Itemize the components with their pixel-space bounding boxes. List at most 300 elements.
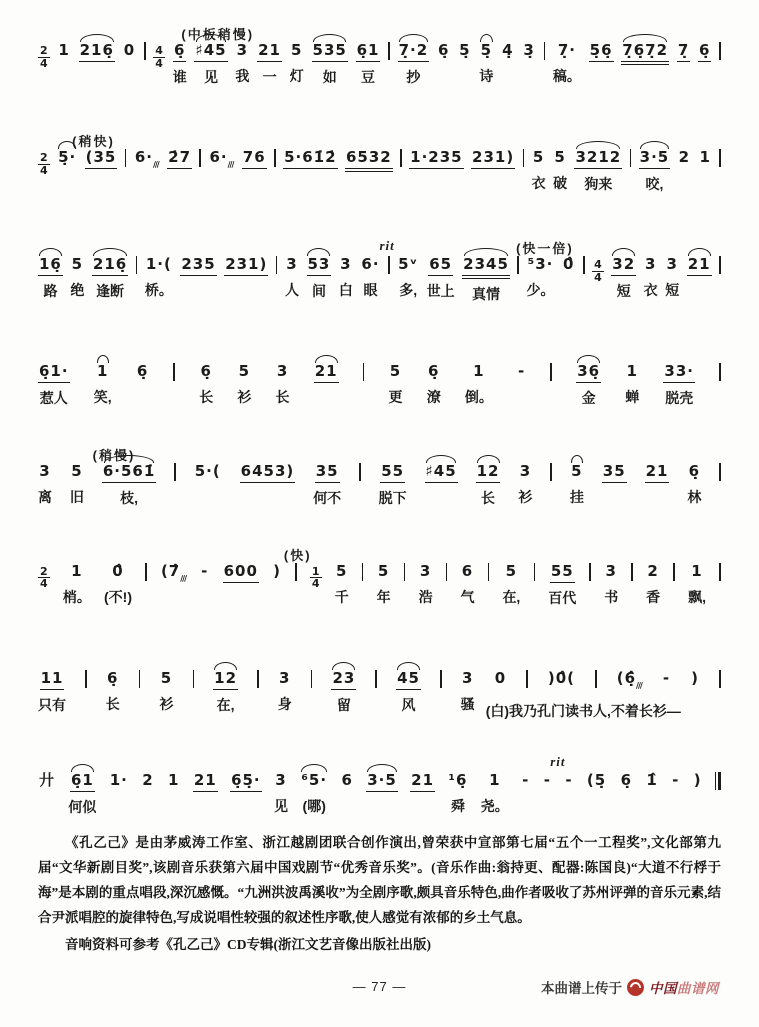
note-cell: [522, 41, 535, 86]
lyric-text: [134, 178, 160, 196]
lyric-text: 间: [311, 282, 326, 299]
note-cell: [70, 255, 84, 300]
note-text: 21: [687, 255, 712, 276]
lyric-text: 脱下: [378, 489, 407, 506]
lyric-text: 气: [460, 588, 475, 605]
note-cell: [665, 255, 679, 300]
music-system: [38, 652, 721, 717]
lyric-text: [602, 490, 627, 508]
note-text: 1: [96, 362, 109, 381]
lyric-text: [224, 283, 268, 301]
note-text: 6̣1: [356, 41, 381, 62]
lyric-text: 惹人: [39, 390, 68, 407]
note-text: 21: [314, 362, 339, 383]
tremolo-mark: ∕∕∕: [227, 160, 234, 170]
note-text: ): [273, 561, 281, 580]
note-text: 6̣: [688, 462, 701, 481]
note-text: -: [565, 770, 573, 789]
note-cell: [592, 255, 604, 308]
lyric-text: [38, 76, 50, 94]
note-text: ($6̣̂_{∕∕∕}$: [616, 668, 642, 690]
tempo-mark: (快一倍): [516, 241, 574, 257]
note-text: (35: [85, 148, 118, 169]
note-text: 1·: [109, 770, 128, 789]
barline: [550, 363, 552, 381]
lyric-text: [621, 72, 669, 90]
barline: [274, 149, 276, 167]
tempo-mark: (稍快): [72, 134, 115, 150]
note-cell: [677, 41, 690, 87]
note-cell: [427, 362, 441, 407]
note-text: 55: [380, 462, 405, 483]
lyric-text: [340, 798, 353, 816]
note-cell: [688, 562, 706, 607]
barline: [583, 256, 585, 274]
notation-row: [38, 41, 721, 94]
note-cell: [194, 462, 222, 507]
note-cell: [693, 771, 703, 816]
note-text: ): [693, 770, 702, 789]
barline: [144, 42, 146, 60]
note-text: 65: [428, 255, 453, 276]
note-text: 6̣: [427, 362, 440, 381]
note-cell: [586, 771, 607, 816]
note-cell: [257, 41, 282, 87]
lyric-text: 稿。: [552, 67, 581, 84]
note-text: 5: [160, 668, 173, 687]
note-text: ): [691, 668, 700, 687]
note-text: 6: [461, 561, 474, 580]
note-text: 2: [678, 148, 691, 167]
lyric-text: [564, 798, 573, 816]
commentary-paragraph: 《孔乙己》是由茅威涛工作室、浙江越剧团联合创作演出,曾荣获中宣部第七届“五个一工程奖”,文化部第九届“文华新剧目奖”,该剧音乐获第六届中国戏剧节“优秀音乐奖”。(音乐作曲:翁持更、配器:陈国良)“大道不行桴于海”是本剧的重点唱段,深沉感慨。“九洲洪波禹溪收”为全剧序歌,颇具音乐特色,曲作者吸收了苏州评弹的音乐元素,结合尹派唱腔的旋律特色,写成说唱性较强的叙述性序歌,使人感觉有浓郁的乡土气息。: [38, 834, 721, 925]
note-cell: [173, 41, 187, 87]
note-cell: [611, 255, 636, 301]
lyric-text: [698, 69, 711, 87]
lyric-text: [425, 490, 458, 508]
barline: [388, 256, 390, 274]
lyric-text: [693, 798, 703, 816]
lyric-text: 狗来: [584, 175, 613, 192]
lyric-text: 身: [277, 695, 292, 712]
lyric-text: 人: [284, 281, 299, 298]
note-cell: [57, 148, 77, 193]
lyric-text: 更: [388, 389, 403, 406]
lyric-text: 长: [105, 695, 120, 712]
lyric-text: 桥。: [144, 281, 173, 298]
lyric-text: 离: [38, 488, 52, 505]
time-signature: $\frac{1}{4}$: [311, 564, 320, 591]
note-cell: [389, 362, 403, 407]
notation-row: [38, 669, 721, 717]
lyric-text: 年: [376, 588, 391, 605]
note-cell: [645, 771, 658, 816]
note-text: 3·5: [639, 148, 671, 169]
note-cell: [671, 771, 680, 816]
note-cell: [68, 771, 96, 817]
note-text: 3: [644, 255, 657, 274]
note-cell: [447, 771, 468, 816]
note-cell: [159, 669, 173, 714]
note-cell: [145, 255, 173, 300]
lyric-text: 何不: [313, 489, 342, 506]
site-brand-dark: 中国: [649, 981, 677, 997]
barline: [526, 670, 528, 688]
lyric-text: 多,: [399, 281, 418, 298]
lyric-text: 谁: [172, 68, 187, 85]
note-cell: [570, 462, 584, 507]
barline: [440, 670, 442, 688]
note-text: ($7̂_{∕∕∕}$: [160, 561, 186, 583]
lyric-text: [562, 282, 575, 300]
lyric-text: 在,: [216, 696, 235, 713]
note-text: 6532: [345, 148, 393, 172]
tremolo-mark: ∕∕∕: [636, 680, 642, 690]
note-text: 2: [647, 561, 659, 580]
note-cell: [377, 562, 391, 607]
music-system: [38, 754, 721, 817]
note-text: 53: [307, 255, 332, 276]
note-text: 7̣·: [557, 41, 576, 59]
note-text: )0̂(: [547, 668, 576, 687]
note-text: 5: [571, 462, 583, 481]
note-text: 3212: [574, 148, 622, 169]
note-text: 6̣: [620, 770, 633, 789]
note-cell: [437, 41, 450, 86]
lyric-text: 风: [401, 696, 416, 713]
lyric-text: 咬,: [645, 175, 664, 192]
lyric-text: [193, 799, 218, 817]
note-cell: [409, 148, 463, 194]
lyric-text: 衣: [531, 174, 546, 191]
note-text: 21: [257, 41, 282, 62]
note-text: 33·: [663, 362, 695, 383]
lyric-text: (白)我乃孔门读书人,不着长衫—: [485, 702, 681, 719]
barline: [589, 563, 591, 581]
note-text: 7̣·2: [398, 41, 430, 62]
tempo-mark: rit: [550, 753, 566, 769]
tremolo-mark: ∕∕∕: [152, 160, 159, 170]
lyric-text: [79, 69, 115, 87]
music-system: [38, 238, 721, 308]
barline: [534, 563, 536, 581]
note-cell: [576, 362, 601, 408]
lyric-text: [543, 798, 552, 816]
lyric-text: 书: [604, 588, 619, 605]
lyric-text: 衫: [159, 695, 174, 712]
barline: [276, 256, 278, 274]
lyric-text: [223, 590, 259, 608]
barline: [388, 42, 390, 60]
note-text: -: [543, 770, 551, 789]
note-cell: [602, 462, 627, 508]
note-cell: [300, 771, 328, 816]
lyric-text: 笑,: [93, 389, 112, 406]
lyric-text: 林: [687, 488, 702, 505]
lyric-text: 留: [336, 696, 351, 713]
barline: [517, 256, 519, 274]
lyric-text: 灯: [289, 67, 304, 84]
note-cell: [645, 462, 670, 508]
note-cell: [646, 562, 660, 607]
note-cell: [397, 255, 419, 300]
note-cell: [589, 41, 614, 87]
lyric-text: 我: [235, 67, 250, 84]
note-text: 3: [279, 668, 291, 687]
note-cell: [517, 362, 526, 407]
note-text: 5: [505, 561, 518, 580]
barline: [362, 563, 364, 581]
note-text: 0̂: [112, 561, 124, 580]
audio-reference-paragraph: 音响资料可参考《孔乙己》CD专辑(浙江文艺音像出版社出版): [65, 936, 431, 952]
note-cell: [85, 148, 118, 194]
note-text: 5: [389, 362, 402, 381]
lyric-text: 何似: [68, 798, 97, 815]
note-text: 6̣: [200, 362, 212, 381]
lyric-text: [310, 597, 322, 615]
note-text: 6̣: [698, 41, 711, 62]
lyric-text: [180, 283, 216, 301]
note-text: 231): [471, 148, 515, 169]
note-text: 23: [331, 669, 356, 690]
lyric-text: 抄: [406, 68, 421, 85]
time-signature: $\frac{4}{4}$: [155, 44, 163, 70]
note-cell: [167, 771, 180, 816]
note-cell: [153, 41, 165, 94]
lyric-text: 金: [581, 390, 596, 407]
note-cell: [644, 255, 658, 300]
note-text: 4̣: [502, 41, 514, 59]
lyric-text: 只有: [38, 696, 66, 713]
lyric-text: [136, 389, 149, 407]
lyric-text: 破: [553, 174, 568, 191]
time-signature: $\frac{4}{4}$: [594, 258, 602, 284]
note-cell: [237, 362, 251, 407]
note-text: 5: [335, 561, 348, 580]
note-cell: [331, 669, 356, 715]
lyric-text: [57, 68, 70, 86]
note-text: -: [518, 362, 526, 381]
lyric-text: [230, 799, 262, 817]
note-cell: [663, 362, 695, 408]
note-cell: [562, 255, 575, 300]
note-cell: [518, 462, 532, 507]
barline: [595, 670, 597, 688]
note-cell: [224, 255, 268, 301]
note-cell: [532, 148, 546, 193]
note-cell: [102, 462, 156, 508]
note-cell: [208, 148, 234, 196]
lyric-text: 真情: [472, 285, 501, 302]
barline: [719, 149, 721, 167]
lyric-text: 衫: [518, 488, 533, 505]
note-cell: [604, 562, 618, 607]
note-text: 3·5: [366, 771, 398, 792]
note-text: 5̣·: [58, 148, 77, 167]
site-brand-name: [649, 977, 719, 997]
note-cell: [235, 41, 249, 86]
note-text: 45: [396, 669, 421, 690]
lyric-text: [586, 798, 607, 816]
note-cell: [501, 41, 514, 86]
lyric-text: 飘,: [688, 588, 706, 605]
lyric-text: [690, 696, 700, 714]
note-text: 1: [626, 362, 638, 381]
barline: [404, 563, 406, 581]
lyric-text: [645, 798, 658, 816]
note-text: 6̣: [136, 362, 149, 381]
lyric-text: [314, 390, 339, 408]
note-text: 6̣1·: [38, 362, 70, 383]
barline: [719, 256, 721, 274]
barline: [136, 256, 138, 274]
note-cell: [79, 41, 115, 87]
note-cell: [285, 255, 299, 300]
tempo-marks-row: [38, 652, 721, 669]
lyric-text: [38, 597, 50, 615]
note-text: 5: [532, 148, 545, 167]
note-text: 3: [340, 255, 352, 274]
note-cell: [471, 148, 515, 194]
note-cell: [620, 771, 633, 816]
lyric-text: [208, 178, 234, 196]
note-text: 1: [473, 362, 485, 381]
note-text: 3: [276, 362, 289, 381]
lyric-text: 长: [199, 389, 214, 406]
note-cell: [94, 362, 112, 407]
lyric-text: [592, 290, 604, 308]
note-text: 235: [180, 255, 216, 276]
lyric-text: [458, 68, 471, 86]
music-system: [38, 24, 721, 94]
note-cell: [278, 669, 292, 714]
barline: [359, 463, 361, 481]
barline: [488, 563, 490, 581]
note-text: 3: [519, 462, 532, 481]
note-cell: [687, 255, 712, 301]
note-cell: [38, 771, 56, 816]
note-cell: [314, 362, 339, 408]
lyric-text: 香: [646, 588, 661, 605]
note-cell: [307, 255, 332, 301]
tempo-marks-row: [38, 24, 721, 41]
note-cell: [698, 41, 711, 87]
barline: [174, 463, 176, 481]
notation-row: [38, 148, 721, 201]
note-cell: [134, 148, 160, 196]
note-text: 1: [168, 770, 180, 789]
note-text: 12: [213, 669, 238, 690]
note-cell: [419, 562, 433, 607]
note-text: 5: [71, 255, 84, 274]
note-text: 3̣: [523, 41, 535, 59]
note-cell: [379, 462, 407, 508]
tempo-marks-row: [38, 545, 721, 562]
note-text: 21: [645, 462, 670, 483]
note-cell: [396, 669, 421, 715]
note-text: 3: [666, 255, 678, 274]
note-cell: [465, 362, 493, 407]
lyric-text: [141, 798, 154, 816]
note-cell: [427, 255, 455, 301]
note-text: 5: [377, 561, 390, 580]
note-text: 2: [142, 770, 154, 789]
lyric-text: 舜: [450, 797, 465, 814]
lyric-text: [272, 589, 282, 607]
lyric-text: 短: [616, 282, 631, 299]
lyric-text: [366, 799, 398, 817]
note-text: 5ᵛ: [398, 255, 419, 274]
time-signature: $\frac{2}{4}$: [40, 564, 48, 591]
note-text: 6̣1: [70, 771, 95, 792]
lyric-text: 脱壳: [665, 390, 694, 407]
note-cell: [564, 771, 573, 816]
upload-credit-label: 本曲谱上传于: [541, 981, 622, 997]
lyric-text: 千: [334, 588, 349, 605]
note-cell: [690, 669, 700, 714]
lyric-text: (不!): [104, 588, 132, 605]
note-cell: [283, 148, 337, 194]
note-cell: [340, 771, 353, 816]
note-text: 35: [315, 462, 340, 483]
note-cell: [425, 462, 458, 508]
note-text: ⁶5·: [301, 770, 328, 789]
lyric-text: [699, 175, 712, 193]
note-text: 1̂: [646, 770, 658, 789]
note-cell: [194, 41, 227, 87]
note-cell: [38, 148, 50, 201]
note-text: ⁵3·: [527, 255, 554, 274]
barline: [446, 563, 448, 581]
lyric-text: 长: [481, 489, 496, 506]
lyric-text: [410, 799, 435, 817]
note-cell: [167, 148, 192, 194]
barline: [719, 463, 721, 481]
barline: [715, 772, 721, 790]
lyric-text: [160, 592, 187, 610]
time-signature: $\frac{2}{4}$: [40, 44, 48, 70]
tempo-mark: (快): [283, 547, 312, 563]
note-cell: [527, 255, 555, 300]
note-cell: [223, 562, 259, 608]
note-cell: [625, 362, 639, 407]
lyric-text: [167, 176, 192, 194]
notes-section: [38, 831, 721, 958]
note-cell: [123, 41, 136, 86]
note-cell: [276, 362, 290, 407]
lyric-text: 眼: [363, 281, 378, 298]
note-text: 76: [242, 148, 267, 169]
lyric-text: [345, 179, 393, 197]
lyric-text: 世上: [426, 282, 455, 299]
barline: [719, 563, 721, 581]
note-text: 2̇7: [167, 148, 192, 169]
note-cell: [213, 669, 238, 715]
lyric-text: [589, 69, 614, 87]
lyric-text: 少。: [526, 281, 555, 298]
note-text: 12: [476, 462, 501, 483]
lyric-text: (哪): [302, 797, 326, 814]
lyric-text: 豆: [361, 68, 376, 85]
note-text: 6·561̇: [102, 462, 156, 483]
lyric-text: 衫: [237, 389, 252, 406]
upload-credit[interactable]: [541, 977, 719, 997]
lyric-text: [521, 798, 530, 816]
note-cell: [290, 41, 304, 86]
barline: [295, 563, 297, 581]
note-cell: [345, 148, 393, 197]
lyric-text: 旧: [69, 488, 84, 505]
